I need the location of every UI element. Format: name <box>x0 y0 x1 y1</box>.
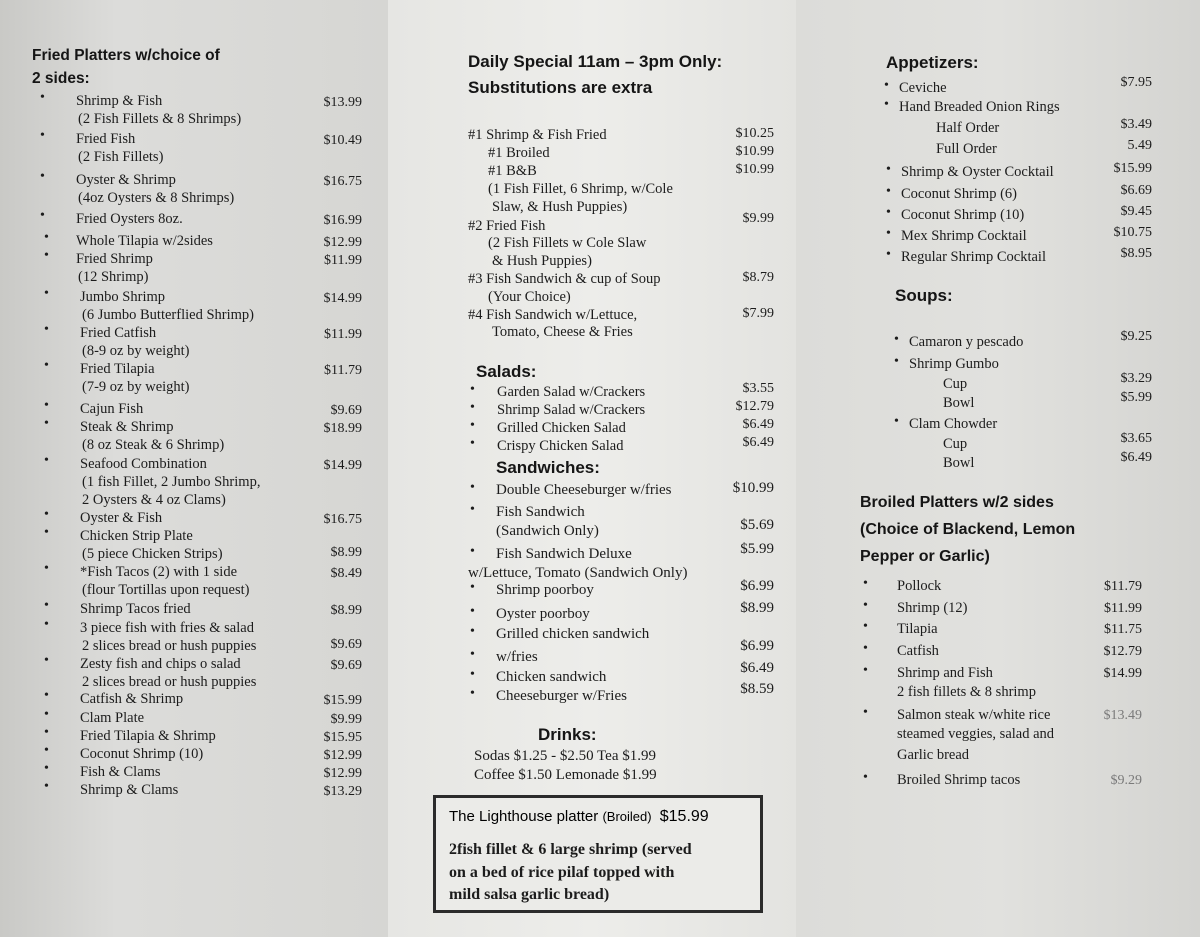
fried-item-price: $9.69 <box>330 658 362 673</box>
bullet-icon: • <box>44 561 49 576</box>
broiled-desc: steamed veggies, salad and <box>897 726 1055 742</box>
bullet-icon: • <box>894 354 899 369</box>
sandwiches-header: Sandwiches: <box>496 458 600 477</box>
fried-item-name: Fried Fish <box>76 131 136 147</box>
special-price: $10.25 <box>735 126 774 141</box>
fried-item-price: $8.99 <box>330 603 362 618</box>
bullet-icon: • <box>470 382 475 397</box>
sandwich-name: w/fries <box>496 649 538 665</box>
bullet-icon: • <box>470 436 475 451</box>
bullet-icon: • <box>44 688 49 703</box>
soup-price: $9.25 <box>1120 329 1152 344</box>
appetizer-line: Regular Shrimp Cocktail <box>901 249 1046 265</box>
broiled-price: $12.79 <box>1103 644 1142 659</box>
fried-item-name: Clam Plate <box>80 710 145 726</box>
special-line: (2 Fish Fillets w Cole Slaw <box>488 235 647 251</box>
broiled-name: Shrimp (12) <box>897 600 968 616</box>
bullet-icon: • <box>886 226 891 241</box>
appetizer-line: Ceviche <box>899 80 947 96</box>
broiled-desc: Garlic bread <box>897 747 970 763</box>
fried-item-price: $13.29 <box>323 784 362 799</box>
special-line: #3 Fish Sandwich & cup of Soup <box>468 271 661 287</box>
bullet-icon: • <box>44 507 49 522</box>
bullet-icon: • <box>44 230 49 245</box>
fried-item-desc: (4oz Oysters & 8 Shrimps) <box>78 190 235 206</box>
bullet-icon: • <box>863 598 868 613</box>
fried-item-price: $15.95 <box>323 730 362 745</box>
broiled-name: Pollock <box>897 578 942 594</box>
special-line: #1 Shrimp & Fish Fried <box>468 127 607 143</box>
sandwich-name: Oyster poorboy <box>496 606 590 622</box>
drinks-line2: Coffee $1.50 Lemonade $1.99 <box>474 767 657 783</box>
appetizer-price: $3.49 <box>1120 117 1152 132</box>
soup-price: $5.99 <box>1120 390 1152 405</box>
salad-name: Garden Salad w/Crackers <box>497 384 646 400</box>
fried-item-price: $12.99 <box>323 766 362 781</box>
bullet-icon: • <box>44 398 49 413</box>
lighthouse-desc3: mild salsa garlic bread) <box>449 886 610 903</box>
bullet-icon: • <box>863 705 868 720</box>
fried-item-price: $18.99 <box>323 421 362 436</box>
bullet-icon: • <box>44 707 49 722</box>
sandwich-price: $5.99 <box>740 541 774 557</box>
drinks-line1: Sodas $1.25 - $2.50 Tea $1.99 <box>474 748 656 764</box>
fried-item-name: Whole Tilapia w/2sides <box>76 233 213 249</box>
fried-item-desc: 2 slices bread or hush puppies <box>82 674 257 690</box>
bullet-icon: • <box>886 205 891 220</box>
fried-item-desc: (flour Tortillas upon request) <box>82 582 250 598</box>
sandwich-price: $8.99 <box>740 600 774 616</box>
fried-item-desc: (6 Jumbo Butterflied Shrimp) <box>82 307 254 323</box>
bullet-icon: • <box>44 322 49 337</box>
bullet-icon: • <box>44 416 49 431</box>
broiled-name: Tilapia <box>897 621 938 637</box>
fried-item-price: $14.99 <box>323 458 362 473</box>
bullet-icon: • <box>894 414 899 429</box>
bullet-icon: • <box>44 598 49 613</box>
fried-item-desc: (2 Fish Fillets & 8 Shrimps) <box>78 111 242 127</box>
soup-line: Bowl <box>943 395 975 411</box>
salad-name: Crispy Chicken Salad <box>497 438 624 454</box>
salad-name: Shrimp Salad w/Crackers <box>497 402 646 418</box>
fried-item-name: Shrimp & Fish <box>76 93 163 109</box>
bullet-icon: • <box>886 184 891 199</box>
bullet-icon: • <box>470 418 475 433</box>
lighthouse-platter-box <box>433 795 763 913</box>
salad-name: Grilled Chicken Salad <box>497 420 626 436</box>
special-line: #1 B&B <box>488 163 537 179</box>
broiled-header-line2: (Choice of Blackend, Lemon <box>860 521 1076 538</box>
bullet-icon: • <box>863 641 868 656</box>
salad-price: $6.49 <box>742 435 774 450</box>
fried-item-name: Oyster & Shrimp <box>76 172 176 188</box>
fried-item-price: $16.75 <box>323 512 362 527</box>
lighthouse-desc2: on a bed of rice pilaf topped with <box>449 864 675 881</box>
fried-item-desc: (7-9 oz by weight) <box>82 379 190 395</box>
fried-item-name: Oyster & Fish <box>80 510 163 526</box>
appetizers-panel <box>796 0 1200 937</box>
appetizers-header: Appetizers: <box>886 53 979 72</box>
special-line: #1 Broiled <box>488 145 550 161</box>
fried-item-desc: (2 Fish Fillets) <box>78 149 164 165</box>
special-line: Tomato, Cheese & Fries <box>492 324 633 340</box>
bullet-icon: • <box>863 770 868 785</box>
fried-item-price: $11.79 <box>324 363 362 378</box>
fried-item-price: $15.99 <box>323 693 362 708</box>
special-line: Slaw, & Hush Puppies) <box>492 199 628 215</box>
broiled-header-line1: Broiled Platters w/2 sides <box>860 494 1054 511</box>
appetizer-price: $15.99 <box>1113 161 1152 176</box>
bullet-icon: • <box>470 604 475 619</box>
soups-header: Soups: <box>895 286 953 305</box>
fried-header-line1: Fried Platters w/choice of <box>32 47 220 64</box>
sandwich-price: $6.99 <box>740 638 774 654</box>
special-line: (Your Choice) <box>488 289 571 305</box>
sandwich-name: Chicken sandwich <box>496 669 607 685</box>
bullet-icon: • <box>40 128 45 143</box>
fried-item-name: *Fish Tacos (2) with 1 side <box>80 564 238 580</box>
bullet-icon: • <box>44 525 49 540</box>
fried-item-name: Cajun Fish <box>80 401 144 417</box>
fried-item-name: Fried Oysters 8oz. <box>76 211 183 227</box>
appetizer-price: $6.69 <box>1120 183 1152 198</box>
bullet-icon: • <box>884 78 889 93</box>
soup-line: Cup <box>943 376 968 392</box>
fried-item-desc: (5 piece Chicken Strips) <box>82 546 223 562</box>
bullet-icon: • <box>44 725 49 740</box>
special-header-line1: Daily Special 11am – 3pm Only: <box>468 52 723 71</box>
sandwich-price: $8.59 <box>740 681 774 697</box>
sandwich-price: $6.49 <box>740 660 774 676</box>
fried-item-name: Fried Tilapia & Shrimp <box>80 728 216 744</box>
sandwich-name: Double Cheeseburger w/fries <box>496 482 672 498</box>
broiled-price: $13.49 <box>1103 708 1142 723</box>
broiled-name: Catfish <box>897 643 939 659</box>
bullet-icon: • <box>886 247 891 262</box>
appetizer-price: $7.95 <box>1120 75 1152 90</box>
salads-header: Salads: <box>476 362 537 381</box>
bullet-icon: • <box>44 761 49 776</box>
fried-header-line2: 2 sides: <box>32 70 90 87</box>
bullet-icon: • <box>44 358 49 373</box>
lighthouse-desc1: 2fish fillet & 6 large shrimp (served <box>449 841 692 858</box>
sandwich-name: Shrimp poorboy <box>496 582 594 598</box>
fried-item-name: Fried Shrimp <box>76 251 153 267</box>
fried-item-desc: (8 oz Steak & 6 Shrimp) <box>82 437 225 453</box>
broiled-price: $11.99 <box>1104 601 1142 616</box>
broiled-name: Shrimp and Fish <box>897 665 993 681</box>
broiled-price: $11.79 <box>1104 579 1142 594</box>
special-line: #4 Fish Sandwich w/Lettuce, <box>468 307 638 323</box>
bullet-icon: • <box>470 544 475 559</box>
soup-price: $6.49 <box>1120 450 1152 465</box>
broiled-name: Salmon steak w/white rice <box>897 707 1051 723</box>
fried-item-desc: (12 Shrimp) <box>78 269 149 285</box>
fried-item-price: $8.49 <box>330 566 362 581</box>
bullet-icon: • <box>44 453 49 468</box>
bullet-icon: • <box>44 248 49 263</box>
fried-item-name: Fried Tilapia <box>80 361 155 377</box>
salad-price: $6.49 <box>742 417 774 432</box>
appetizer-price: 5.49 <box>1127 138 1152 153</box>
soup-price: $3.29 <box>1120 371 1152 386</box>
sandwich-desc: w/Lettuce, Tomato (Sandwich Only) <box>468 565 688 581</box>
fried-item-desc: 2 Oysters & 4 oz Clams) <box>82 492 226 508</box>
soup-line: Shrimp Gumbo <box>909 356 999 372</box>
special-price: $10.99 <box>735 144 774 159</box>
special-price: $8.79 <box>742 270 774 285</box>
bullet-icon: • <box>44 743 49 758</box>
salad-price: $3.55 <box>742 381 774 396</box>
drinks-header: Drinks: <box>538 725 597 744</box>
bullet-icon: • <box>470 502 475 517</box>
soup-line: Bowl <box>943 455 975 471</box>
soup-line: Cup <box>943 436 968 452</box>
special-line: (1 Fish Fillet, 6 Shrimp, w/Cole <box>488 181 673 197</box>
fried-item-name: Fish & Clams <box>80 764 161 780</box>
appetizer-line: Coconut Shrimp (10) <box>901 207 1025 223</box>
bullet-icon: • <box>470 667 475 682</box>
appetizer-price: $9.45 <box>1120 204 1152 219</box>
appetizer-line: Half Order <box>936 120 1000 136</box>
bullet-icon: • <box>40 90 45 105</box>
fried-item-name: Shrimp Tacos fried <box>80 601 191 617</box>
bullet-icon: • <box>470 400 475 415</box>
bullet-icon: • <box>44 779 49 794</box>
fried-item-price: $11.99 <box>324 253 362 268</box>
fried-item-price: $10.49 <box>323 133 362 148</box>
bullet-icon: • <box>44 286 49 301</box>
bullet-icon: • <box>863 663 868 678</box>
sandwich-price: $10.99 <box>732 480 774 496</box>
fried-item-name: Zesty fish and chips o salad <box>80 656 241 672</box>
fried-item-price: $16.99 <box>323 213 362 228</box>
broiled-price: $11.75 <box>1104 622 1142 637</box>
lighthouse-title: The Lighthouse platter <box>449 808 599 825</box>
fried-item-price: $9.99 <box>330 712 362 727</box>
special-price: $9.99 <box>742 211 774 226</box>
sandwich-name: Fish Sandwich Deluxe <box>496 546 632 562</box>
bullet-icon: • <box>470 624 475 639</box>
fried-item-price: $12.99 <box>323 748 362 763</box>
fried-item-price: $12.99 <box>323 235 362 250</box>
bullet-icon: • <box>884 97 889 112</box>
special-price: $7.99 <box>742 306 774 321</box>
fried-item-name: Catfish & Shrimp <box>80 691 184 707</box>
broiled-price: $9.29 <box>1110 773 1142 788</box>
fried-platters-panel <box>0 0 388 937</box>
special-line: & Hush Puppies) <box>492 253 592 269</box>
soup-line: Camaron y pescado <box>909 334 1024 350</box>
sandwich-name: Cheeseburger w/Fries <box>496 688 627 704</box>
appetizer-line: Shrimp & Oyster Cocktail <box>901 164 1054 180</box>
bullet-icon: • <box>40 208 45 223</box>
bullet-icon: • <box>44 617 49 632</box>
appetizer-line: Coconut Shrimp (6) <box>901 186 1017 202</box>
sandwich-name: Fish Sandwich <box>496 504 585 520</box>
fried-item-desc: 2 slices bread or hush puppies <box>82 638 257 654</box>
bullet-icon: • <box>863 576 868 591</box>
fried-item-name: Steak & Shrimp <box>80 419 174 435</box>
fried-item-name: Seafood Combination <box>80 456 207 472</box>
fried-item-price: $9.69 <box>330 637 362 652</box>
broiled-header-line3: Pepper or Garlic) <box>860 548 990 565</box>
lighthouse-title-line <box>449 807 709 827</box>
fried-item-name: Jumbo Shrimp <box>80 289 165 305</box>
appetizer-price: $10.75 <box>1113 225 1152 240</box>
fried-item-price: $11.99 <box>324 327 362 342</box>
fried-item-price: $13.99 <box>323 95 362 110</box>
lighthouse-note: (Broiled) <box>602 809 652 824</box>
sandwich-price: $5.69 <box>740 517 774 533</box>
soup-price: $3.65 <box>1120 431 1152 446</box>
bullet-icon: • <box>886 162 891 177</box>
fried-item-price: $8.99 <box>330 545 362 560</box>
bullet-icon: • <box>470 647 475 662</box>
fried-item-name: Shrimp & Clams <box>80 782 179 798</box>
broiled-price: $14.99 <box>1103 666 1142 681</box>
bullet-icon: • <box>863 619 868 634</box>
fried-item-price: $9.69 <box>330 403 362 418</box>
fried-item-desc: (8-9 oz by weight) <box>82 343 190 359</box>
soup-line: Clam Chowder <box>909 416 998 432</box>
bullet-icon: • <box>470 580 475 595</box>
sandwich-desc: (Sandwich Only) <box>496 523 599 539</box>
appetizer-line: Full Order <box>936 141 997 157</box>
fried-item-name: Coconut Shrimp (10) <box>80 746 204 762</box>
bullet-icon: • <box>470 686 475 701</box>
fried-item-price: $14.99 <box>323 291 362 306</box>
fried-item-name: Chicken Strip Plate <box>80 528 193 544</box>
sandwich-price: $6.99 <box>740 578 774 594</box>
special-price: $10.99 <box>735 162 774 177</box>
special-line: #2 Fried Fish <box>468 218 546 234</box>
fried-item-desc: (1 fish Fillet, 2 Jumbo Shrimp, <box>82 474 261 490</box>
appetizer-line: Hand Breaded Onion Rings <box>899 99 1060 115</box>
bullet-icon: • <box>894 332 899 347</box>
salad-price: $12.79 <box>735 399 774 414</box>
broiled-name: Broiled Shrimp tacos <box>897 772 1021 788</box>
special-header-line2: Substitutions are extra <box>468 78 653 97</box>
broiled-desc: 2 fish fillets & 8 shrimp <box>897 684 1036 700</box>
fried-item-price: $16.75 <box>323 174 362 189</box>
appetizer-line: Mex Shrimp Cocktail <box>901 228 1027 244</box>
appetizer-price: $8.95 <box>1120 246 1152 261</box>
bullet-icon: • <box>40 169 45 184</box>
fried-item-name: Fried Catfish <box>80 325 157 341</box>
sandwich-name: Grilled chicken sandwich <box>496 626 650 642</box>
fried-item-name: 3 piece fish with fries & salad <box>80 620 254 636</box>
bullet-icon: • <box>44 653 49 668</box>
bullet-icon: • <box>470 480 475 495</box>
lighthouse-price: $15.99 <box>659 808 709 825</box>
